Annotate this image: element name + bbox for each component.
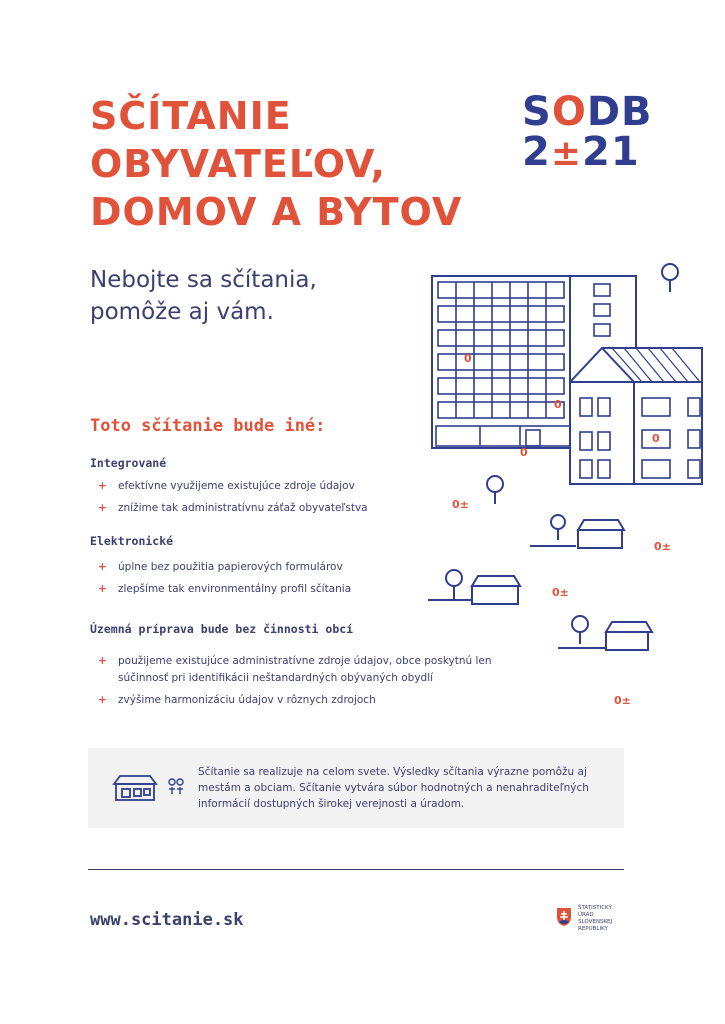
statistical-office-name: ŠTATISTICKÝ ÚRAD SLOVENSKEJ REPUBLIKY	[578, 905, 613, 932]
page-title	[90, 92, 462, 236]
person-figure-2: 0	[554, 398, 562, 411]
plus-icon: +	[98, 694, 107, 706]
people-icon	[168, 778, 184, 798]
sodb-logo	[522, 89, 653, 175]
section-title: Toto sčítanie bude iné:	[90, 416, 326, 436]
website-link[interactable]: www.scitanie.sk	[90, 910, 244, 930]
title-line-3: DOMOV A BYTOV	[90, 190, 463, 234]
group-heading-integrated: Integrované	[90, 456, 167, 470]
group-heading-electronic: Elektronické	[90, 534, 174, 548]
person-figure-7: 0±	[552, 586, 569, 599]
person-figure-8: 0±	[614, 694, 631, 707]
list-item: + znížime tak administratívnu záťaž obyvateľstva	[98, 500, 518, 517]
plus-icon: +	[98, 583, 107, 595]
info-text: Sčítanie sa realizuje na celom svete. Výsledky sčítania výrazne pomôžu aj mestám a obciam. Sčítanie vytvára súbor hodnotných a nenahraditeľných informácií dostupných širokej verejnosti a úradom.	[198, 766, 589, 810]
title-line-2: OBYVATEĽOV,	[90, 142, 386, 186]
person-figure-3: 0	[652, 432, 660, 445]
house-icon	[112, 774, 158, 804]
person-figure-1: 0	[464, 352, 472, 365]
plus-icon: +	[98, 561, 107, 573]
subtitle	[90, 264, 317, 328]
subtitle-line-1: Nebojte sa sčítania,	[90, 267, 317, 293]
plus-icon: +	[98, 502, 107, 514]
logo-bottom-row: 2±21	[522, 129, 640, 175]
list-item: + efektívne využijeme existujúce zdroje údajov	[98, 478, 518, 495]
group-heading-territorial: Územná príprava bude bez činnosti obcí	[90, 622, 354, 636]
logo-top-row: SODB	[522, 89, 653, 135]
title-line-1: SČÍTANIE	[90, 94, 292, 138]
list-item: + zvýšime harmonizáciu údajov v rôznych zdrojoch	[98, 692, 518, 709]
list-item: + použijeme existujúce administratívne zdroje údajov, obce poskytnú len súčinnosť pri identifikácii neštandardných obývaných obydlí	[98, 655, 492, 684]
person-figure-4: 0	[520, 446, 528, 459]
divider	[88, 869, 624, 870]
person-figure-6: 0±	[654, 540, 671, 553]
slovak-coat-of-arms-icon	[556, 907, 572, 927]
person-figure-5: 0±	[452, 498, 469, 511]
plus-icon: +	[98, 655, 107, 667]
list-item: + zlepšíme tak environmentálny profil sčítania	[98, 581, 518, 598]
list-item: + úplne bez použitia papierových formulárov	[98, 559, 518, 576]
plus-icon: +	[98, 480, 107, 492]
subtitle-line-2: pomôže aj vám.	[90, 299, 274, 325]
